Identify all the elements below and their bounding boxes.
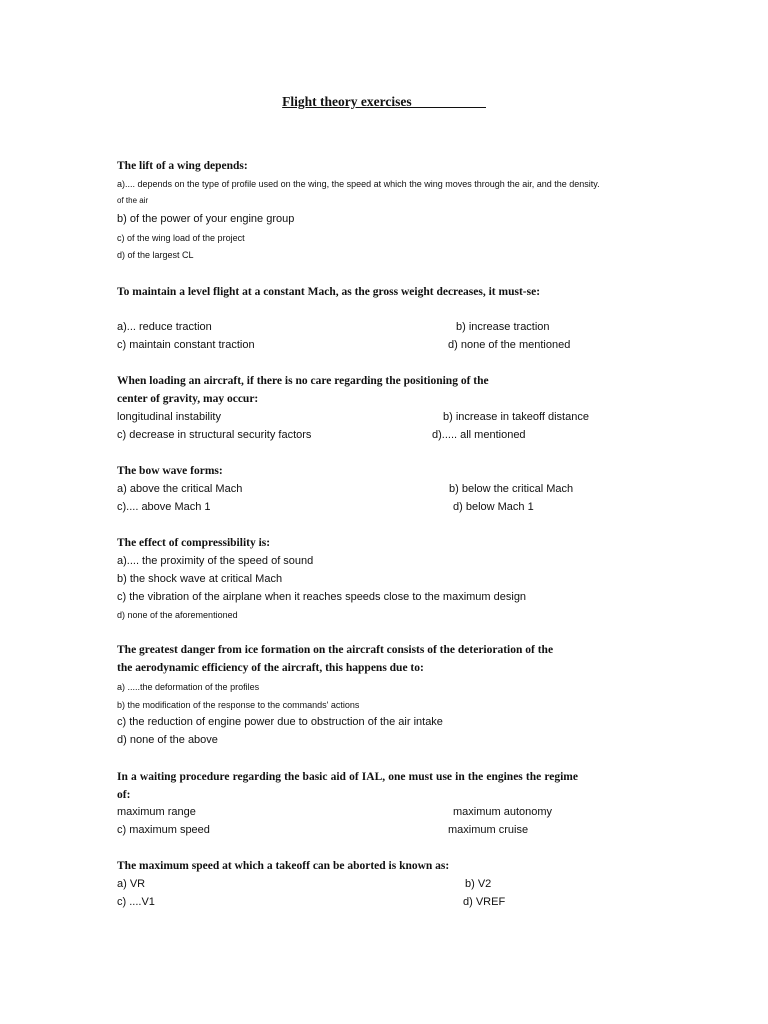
q7-option-c: c) maximum speed: [117, 824, 210, 836]
q3-option-a: longitudinal instability: [117, 411, 221, 423]
q8-option-c: c) ....V1: [117, 896, 155, 908]
q3-option-d: d)..... all mentioned: [432, 429, 526, 441]
q5-line-c: c) the vibration of the airplane when it reaches speeds close to the maximum design: [117, 591, 527, 603]
question-4: The bow wave forms:: [117, 465, 223, 477]
q8-option-b: b) V2: [465, 878, 492, 890]
q6-line-c: c) the reduction of engine power due to obstruction of the air intake: [117, 716, 443, 728]
q3-option-b: b) increase in takeoff distance: [443, 411, 589, 423]
q5-line-b: b) the shock wave at critical Mach: [117, 573, 283, 585]
question-8: The maximum speed at which a takeoff can be aborted is known as:: [117, 860, 450, 872]
q8-option-d: d) VREF: [463, 896, 506, 908]
q7-option-a: maximum range: [117, 806, 196, 818]
q4-option-c: c).... above Mach 1: [117, 501, 211, 513]
q4-option-d: d) below Mach 1: [453, 501, 534, 513]
q1-line-2: of the air: [117, 196, 149, 205]
q6-line-a: a) .....the deformation of the profiles: [117, 682, 260, 692]
q8-option-a: a) VR: [117, 878, 146, 890]
q1-line-4: c) of the wing load of the project: [117, 233, 245, 243]
q1-line-3: b) of the power of your engine group: [117, 213, 295, 225]
question-5: The effect of compressibility is:: [117, 537, 271, 549]
q5-line-a: a).... the proximity of the speed of sound: [117, 555, 314, 567]
question-3-line-1: When loading an aircraft, if there is no care regarding the positioning of the: [117, 375, 489, 387]
question-2: To maintain a level flight at a constant Mach, as the gross weight decreases, it must-se:: [117, 286, 541, 298]
q7-option-b: maximum autonomy: [453, 806, 553, 818]
page-title: Flight theory exercises___________: [282, 94, 486, 109]
q2-option-a: a)... reduce traction: [117, 321, 212, 333]
q3-option-c: c) decrease in structural security factors: [117, 429, 312, 441]
q4-option-b: b) below the critical Mach: [449, 483, 574, 495]
q4-option-a: a) above the critical Mach: [117, 483, 243, 495]
q2-option-d: d) none of the mentioned: [448, 339, 571, 351]
q2-option-b: b) increase traction: [456, 321, 550, 333]
q1-line-1: a).... depends on the type of profile used on the wing, the speed at which the wing moves through the air, and the density.: [117, 179, 600, 189]
q7-option-d: maximum cruise: [448, 824, 529, 836]
q6-line-d: d) none of the above: [117, 734, 218, 746]
question-6-line-2: the aerodynamic efficiency of the aircraft, this happens due to:: [117, 662, 424, 674]
question-1: The lift of a wing depends:: [117, 160, 248, 172]
question-7: In a waiting procedure regarding the basic aid of IAL, one must use in the engines the regime of:: [117, 771, 578, 801]
question-3-line-2: center of gravity, may occur:: [117, 393, 259, 405]
q1-line-5: d) of the largest CL: [117, 250, 194, 260]
q5-line-d: d) none of the aforementioned: [117, 610, 238, 620]
question-6-line-1: The greatest danger from ice formation on the aircraft consists of the deterioration of the: [117, 644, 554, 656]
q6-line-b: b) the modification of the response to the commands' actions: [117, 700, 360, 710]
q2-option-c: c) maintain constant traction: [117, 339, 255, 351]
